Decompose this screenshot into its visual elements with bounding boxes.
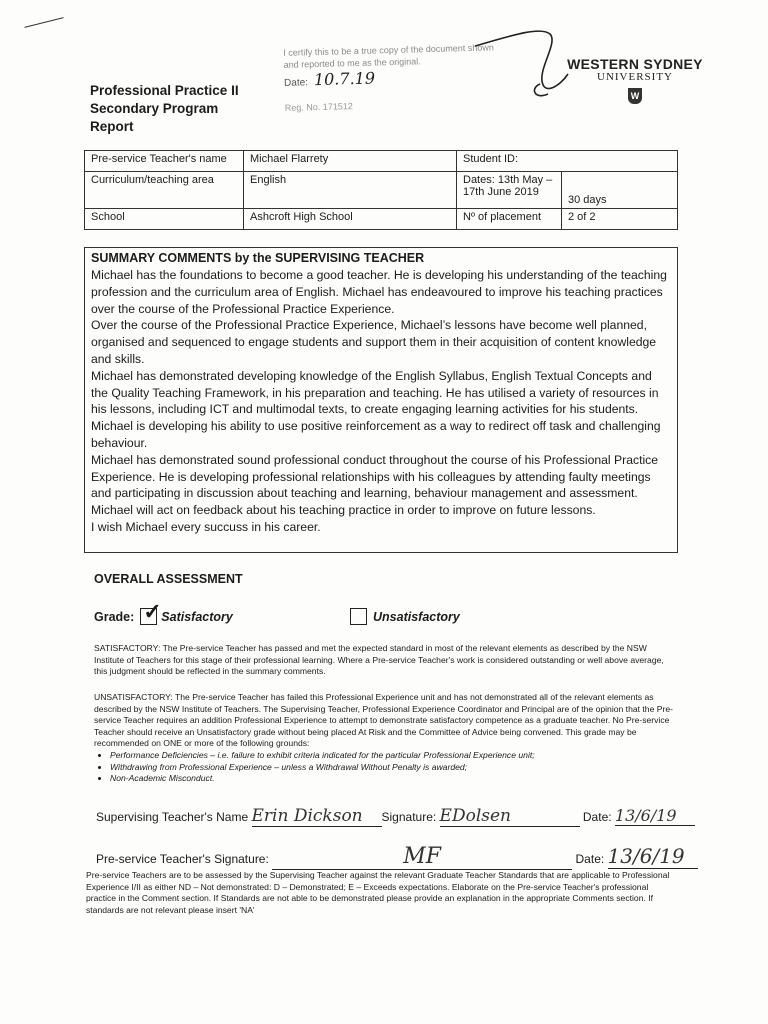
supervisor-name-label: Supervising Teacher's Name [96,810,249,824]
supervisor-name[interactable]: Erin Dickson [252,806,382,827]
unsatisfactory-label: Unsatisfactory [373,609,460,624]
preservice-date[interactable]: 13/6/19 [608,844,698,869]
unsatisfactory-text: UNSATISFACTORY: The Pre-service Teacher has failed this Professional Experience unit and has not demonstrated all of the relevant elements as described by the NSW Institute of Teachers. The Supervising Teacher, Professional Experience Coordinator and Principal are of the opinion that the Pre-service Teacher requires an addition Professional Experience to attempt to demonstrate satisfactory competence as a graduate teacher. No Pre-service Teacher should receive an Unsatisfactory grade without being placed At Risk and the Committee of Advice being convened. This grade may be recommended on ONE or more of the following grounds: [94,692,673,749]
stamp-date-label: Date: [283,77,309,89]
shield-icon: W [628,88,642,104]
placement-label: Nº of placement [457,209,562,230]
area-value: English [244,172,457,209]
title-line-1: Professional Practice II [90,83,239,98]
placement-value: 2 of 2 [562,209,678,230]
preservice-signature-row [96,844,716,870]
university-logo [560,56,710,104]
satisfactory-checkbox[interactable] [140,599,162,625]
supervisor-signature[interactable]: EDolsen [440,806,580,827]
report-title [90,82,260,136]
ground-item: • Performance Deficiencies – i.e. failure to exhibit criteria indicated for the particular Professional Experience unit; [110,750,674,762]
ground-item: • Non-Academic Misconduct. [110,773,674,785]
supervisor-signature-row [96,806,696,827]
satisfactory-definition: SATISFACTORY: The Pre-service Teacher has passed and met the expected standard in most of the relevant elements as described by the NSW Institute of Teachers for this stage of their professional learning. Where a Pre-service Teacher's work is considered outstanding or well above average, this judgment should be reflected in the summary comments. [94,643,664,677]
placement-info-table [84,150,678,230]
student-id-label: Student ID: [457,151,678,172]
footer-note: Pre-service Teachers are to be assessed by the Supervising Teacher against the relevant Graduate Teacher Standards that are applicable to Professional Experience I/II as either ND – Not demonstrated: D – Demonstrated; E – Exceeds expectations. Elaborate on the Pre-service Teacher's professional practice in the Comment section. If Standards are not able to be demonstrated please provide an explanation in the appropriate Comments section. If standards are not relevant please insert 'NA' [86,870,670,915]
school-value: Ashcroft High School [244,209,457,230]
logo-line-2: UNIVERSITY [597,71,673,83]
date-label: Date: [582,810,612,824]
pen-mark [24,17,63,28]
summary-paragraph: Michael has demonstrated developing knowledge of the English Syllabus, English Textual Concepts and the Quality Teaching Framework, in his preparation and teaching. He has utilised a variety of resources in his lessons, including ICT and multimodal texts, to create engaging learning activities for his students. Michael is developing his ability to use positive reinforcement as a way to redirect off task and challenging behaviour. [91,368,661,450]
summary-comments-box [84,247,678,553]
area-label: Curriculum/teaching area [85,172,244,209]
check-icon: ✓ [143,599,162,624]
preservice-signature-label: Pre-service Teacher's Signature: [96,852,269,866]
title-line-2: Secondary Program [90,101,219,116]
grade-unsatisfactory [350,608,460,625]
stamp-reg: Reg. No. 171512 [284,101,353,113]
name-label: Pre-service Teacher's name [85,151,244,172]
name-value: Michael Flarrety [244,151,457,172]
stamp-date: 10.7.19 [313,68,376,90]
summary-paragraph: Michael has the foundations to become a good teacher. He is developing his understanding of the teaching profession and the curriculum area of English. Michael has endeavoured to improve his teaching practices over the course of the Professional Practice Experience. [91,268,667,316]
grade-label: Grade: [94,609,135,624]
supervisor-date[interactable]: 13/6/19 [615,806,695,826]
unsatisfactory-checkbox[interactable] [350,608,367,625]
unsatisfactory-definition [94,692,674,785]
grade-satisfactory [94,599,233,625]
signature-label: Signature: [381,810,437,824]
summary-paragraph: Over the course of the Professional Practice Experience, Michael’s lessons have become well planned, organised and sequenced to engage students and support them in their acquisition of content knowledge and skills. [91,318,657,366]
stamp-text: I certify this to be a true copy of the document shown and reported to me as the original. [283,42,495,70]
days-value: 30 days [562,172,678,209]
logo-line-1: WESTERN SYDNEY [567,56,703,72]
summary-heading: SUMMARY COMMENTS by the SUPERVISING TEACHER [91,251,425,265]
dates-label: Dates: 13th May – 17th June 2019 [457,172,562,209]
ground-item: • Withdrawing from Professional Experience – unless a Withdrawal Without Penalty is awarded; [110,762,674,774]
satisfactory-label: Satisfactory [161,609,233,624]
title-line-3: Report [90,119,134,134]
summary-paragraph: Michael has demonstrated sound professional conduct throughout the course of his Professional Practice Experience. He is developing professional relationships with his colleagues by attending faulty meetings and participating in discussion about teaching and learning, behaviour management and assessment. Michael will act on feedback about his teaching practice in order to improve on future lessons. [91,452,659,518]
summary-paragraph: I wish Michael every succuss in his career. [91,519,321,534]
overall-assessment-heading: OVERALL ASSESSMENT [94,572,243,586]
school-label: School [85,209,244,230]
preservice-signature[interactable]: MF [272,844,572,870]
date-label: Date: [575,852,605,866]
